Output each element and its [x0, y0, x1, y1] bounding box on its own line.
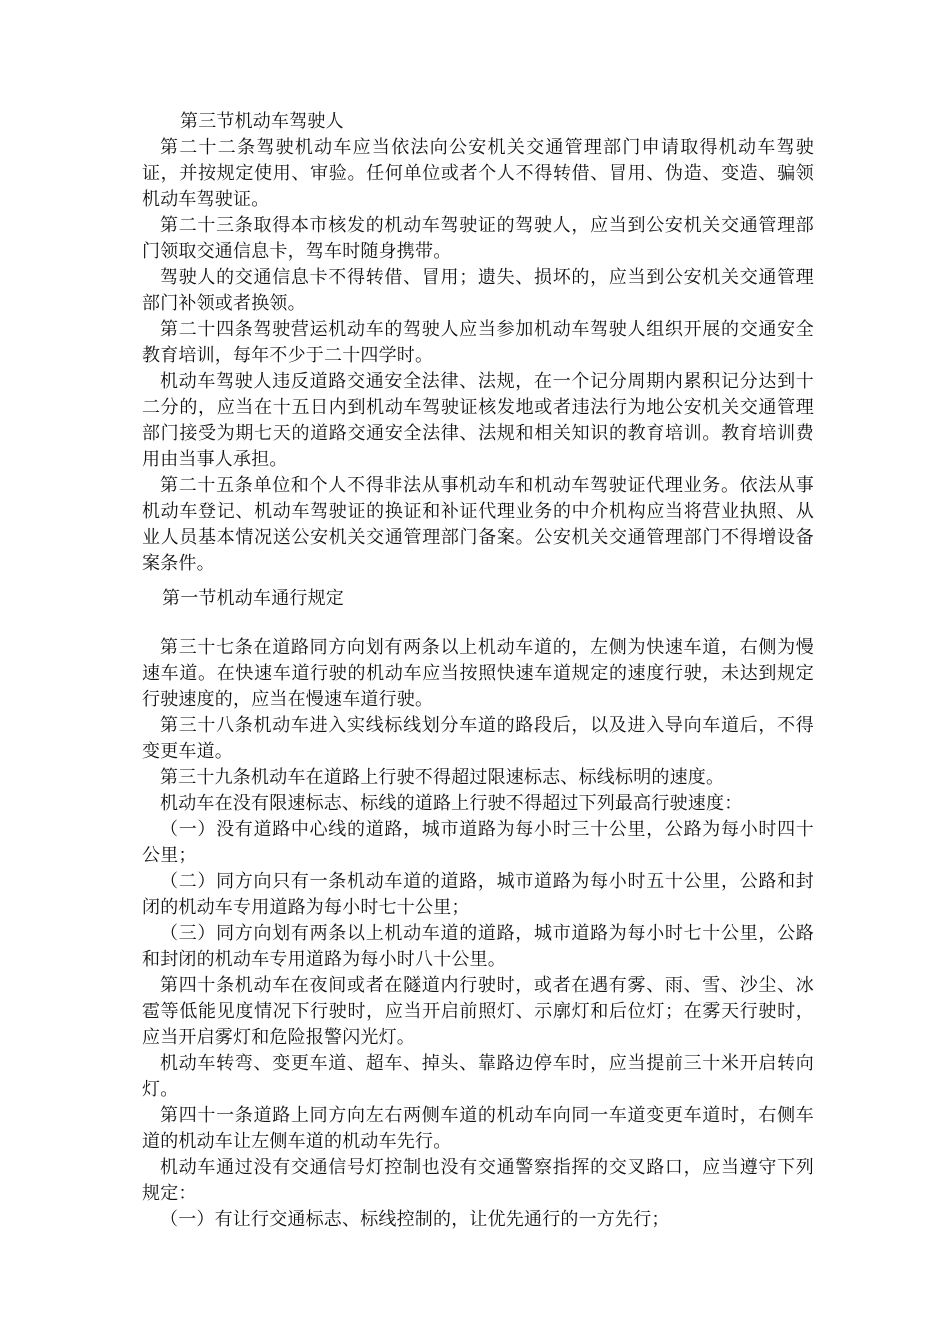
paragraph: 第二十四条驾驶营运机动车的驾驶人应当参加机动车驾驶人组织开展的交通安全教育培训，每年不少于二十四学时。	[142, 319, 814, 366]
paragraph: （一）没有道路中心线的道路，城市道路为每小时三十公里，公路为每小时四十公里；	[142, 819, 814, 866]
paragraph: 机动车通过没有交通信号灯控制也没有交通警察指挥的交叉路口，应当遵守下列规定：	[142, 1157, 814, 1204]
paragraph: （二）同方向只有一条机动车道的道路，城市道路为每小时五十公里，公路和封闭的机动车专用道路为每小时七十公里；	[142, 871, 814, 918]
paragraph: 机动车驾驶人违反道路交通安全法律、法规，在一个记分周期内累积记分达到十二分的，应当在十五日内到机动车驾驶证核发地或者违法行为地公安机关交通管理部门接受为期七天的道路交通安全法律、法规和相关知识的教育培训。教育培训费用由当事人承担。	[142, 371, 814, 470]
paragraph: 机动车在没有限速标志、标线的道路上行驶不得超过下列最高行驶速度：	[160, 793, 743, 814]
section-heading-traffic-rules: 第一节机动车通行规定	[162, 588, 344, 609]
paragraph: 第二十二条驾驶机动车应当依法向公安机关交通管理部门申请取得机动车驾驶证，并按规定使用、审验。任何单位或者个人不得转借、冒用、伪造、变造、骗领机动车驾驶证。	[142, 137, 814, 210]
paragraph: （一）有让行交通标志、标线控制的，让优先通行的一方先行；	[160, 1209, 670, 1230]
paragraph: （三）同方向划有两条以上机动车道的道路，城市道路为每小时七十公里，公路和封闭的机动车专用道路为每小时八十公里。	[142, 923, 814, 970]
paragraph: 第四十条机动车在夜间或者在隧道内行驶时，或者在遇有雾、雨、雪、沙尘、冰雹等低能见度情况下行驶时，应当开启前照灯、示廓灯和后位灯；在雾天行驶时，应当开启雾灯和危险报警闪光灯。	[142, 975, 814, 1048]
paragraph: 第二十三条取得本市核发的机动车驾驶证的驾驶人，应当到公安机关交通管理部门领取交通信息卡，驾车时随身携带。	[142, 215, 814, 262]
paragraph: 驾驶人的交通信息卡不得转借、冒用；遗失、损坏的，应当到公安机关交通管理部门补领或者换领。	[142, 267, 814, 314]
paragraph: 机动车转弯、变更车道、超车、掉头、靠路边停车时，应当提前三十米开启转向灯。	[142, 1053, 814, 1100]
paragraph: 第四十一条道路上同方向左右两侧车道的机动车向同一车道变更车道时，右侧车道的机动车让左侧车道的机动车先行。	[142, 1105, 814, 1152]
paragraph: 第三十九条机动车在道路上行驶不得超过限速标志、标线标明的速度。	[160, 767, 725, 788]
paragraph: 第三十八条机动车进入实线标线划分车道的路段后，以及进入导向车道后，不得变更车道。	[142, 715, 814, 762]
paragraph: 第二十五条单位和个人不得非法从事机动车和机动车驾驶证代理业务。依法从事机动车登记、机动车驾驶证的换证和补证代理业务的中介机构应当将营业执照、从业人员基本情况送公安机关交通管理部门备案。公安机关交通管理部门不得增设备案条件。	[142, 475, 814, 574]
paragraph: 第三十七条在道路同方向划有两条以上机动车道的，左侧为快速车道，右侧为慢速车道。在快速车道行驶的机动车应当按照快速车道规定的速度行驶，未达到规定行驶速度的，应当在慢速车道行驶。	[142, 637, 814, 710]
section-heading-driver: 第三节机动车驾驶人	[180, 111, 344, 132]
